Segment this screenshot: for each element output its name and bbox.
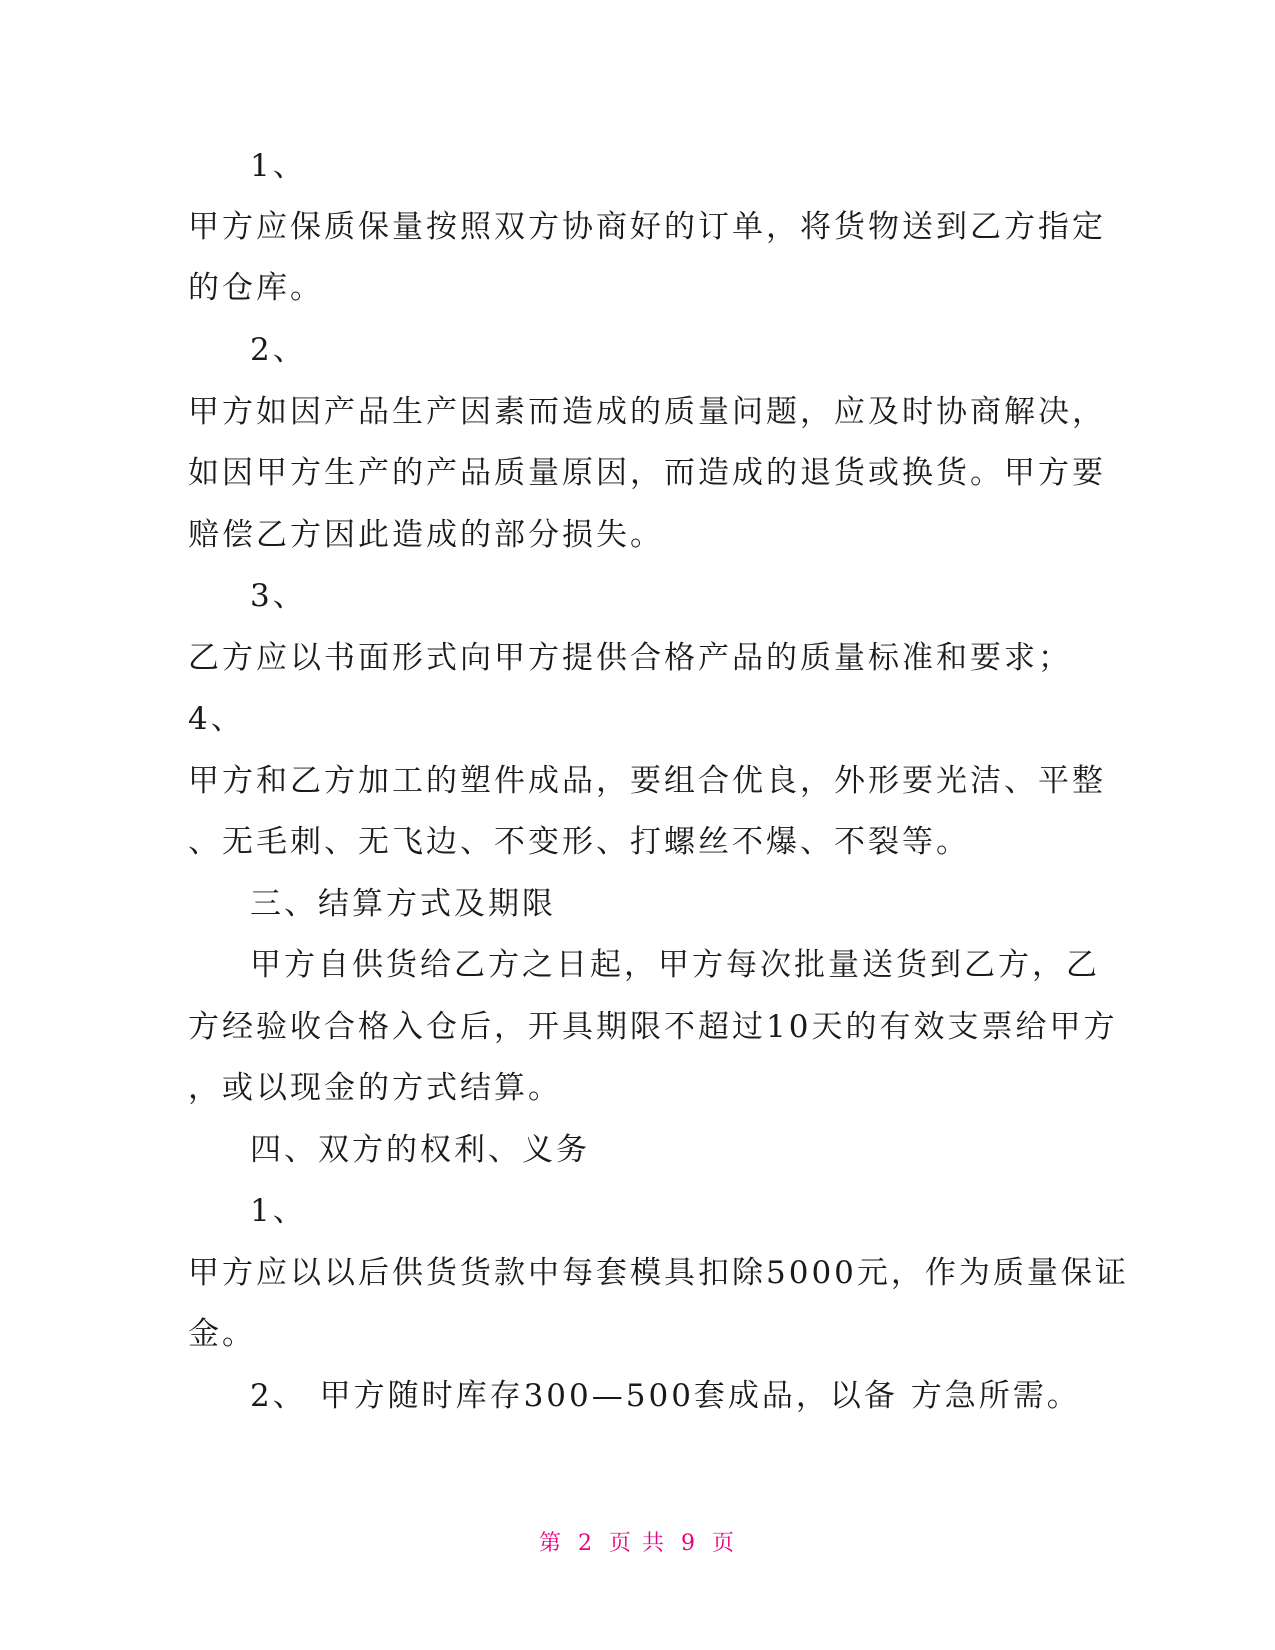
paragraph-line: 的仓库。 [188, 270, 324, 306]
footer-total-pages: 9 [681, 1531, 697, 1556]
paragraph-line: 乙方应以书面形式向甲方提供合格产品的质量标准和要求； [188, 640, 1072, 676]
paragraph-line: 如因甲方生产的产品质量原因，而造成的退货或换货。甲方要 [188, 455, 1106, 491]
paragraph-line: 金。 [188, 1316, 256, 1352]
footer-prefix: 第 [538, 1531, 563, 1556]
paragraph-line: 甲方如因产品生产因素而造成的质量问题，应及时协商解决， [188, 394, 1106, 430]
footer-middle: 页 共 [609, 1531, 666, 1556]
clause-number: 2、 [250, 332, 307, 368]
paragraph-line: 甲方应以以后供货货款中每套模具扣除5000元，作为质量保证 [188, 1255, 1129, 1291]
paragraph-line: 赔偿乙方因此造成的部分损失。 [188, 517, 664, 553]
clause-number: 4、 [188, 701, 245, 737]
clause-number: 1、 [250, 1193, 307, 1229]
paragraph-line: 甲方和乙方加工的塑件成品，要组合优良，外形要光洁、平整 [188, 763, 1106, 799]
footer-suffix: 页 [712, 1531, 737, 1556]
page-footer [0, 1526, 1275, 1557]
paragraph-line: 2、 甲方随时库存300—500套成品，以备 方急所需。 [250, 1378, 1081, 1414]
footer-page-number: 2 [578, 1531, 594, 1556]
clause-number: 3、 [250, 578, 307, 614]
paragraph-line: 、无毛刺、无飞边、不变形、打螺丝不爆、不裂等。 [188, 824, 970, 860]
paragraph-line: 方经验收合格入仓后，开具期限不超过10天的有效支票给甲方 [188, 1009, 1118, 1045]
paragraph-line: ，或以现金的方式结算。 [188, 1070, 562, 1106]
section-heading: 四、双方的权利、义务 [250, 1132, 590, 1168]
section-heading: 三、结算方式及期限 [250, 886, 556, 922]
paragraph-line: 甲方自供货给乙方之日起，甲方每次批量送货到乙方，乙 [250, 947, 1100, 983]
clause-number: 1、 [250, 148, 307, 184]
paragraph-line: 甲方应保质保量按照双方协商好的订单，将货物送到乙方指定 [188, 209, 1106, 245]
